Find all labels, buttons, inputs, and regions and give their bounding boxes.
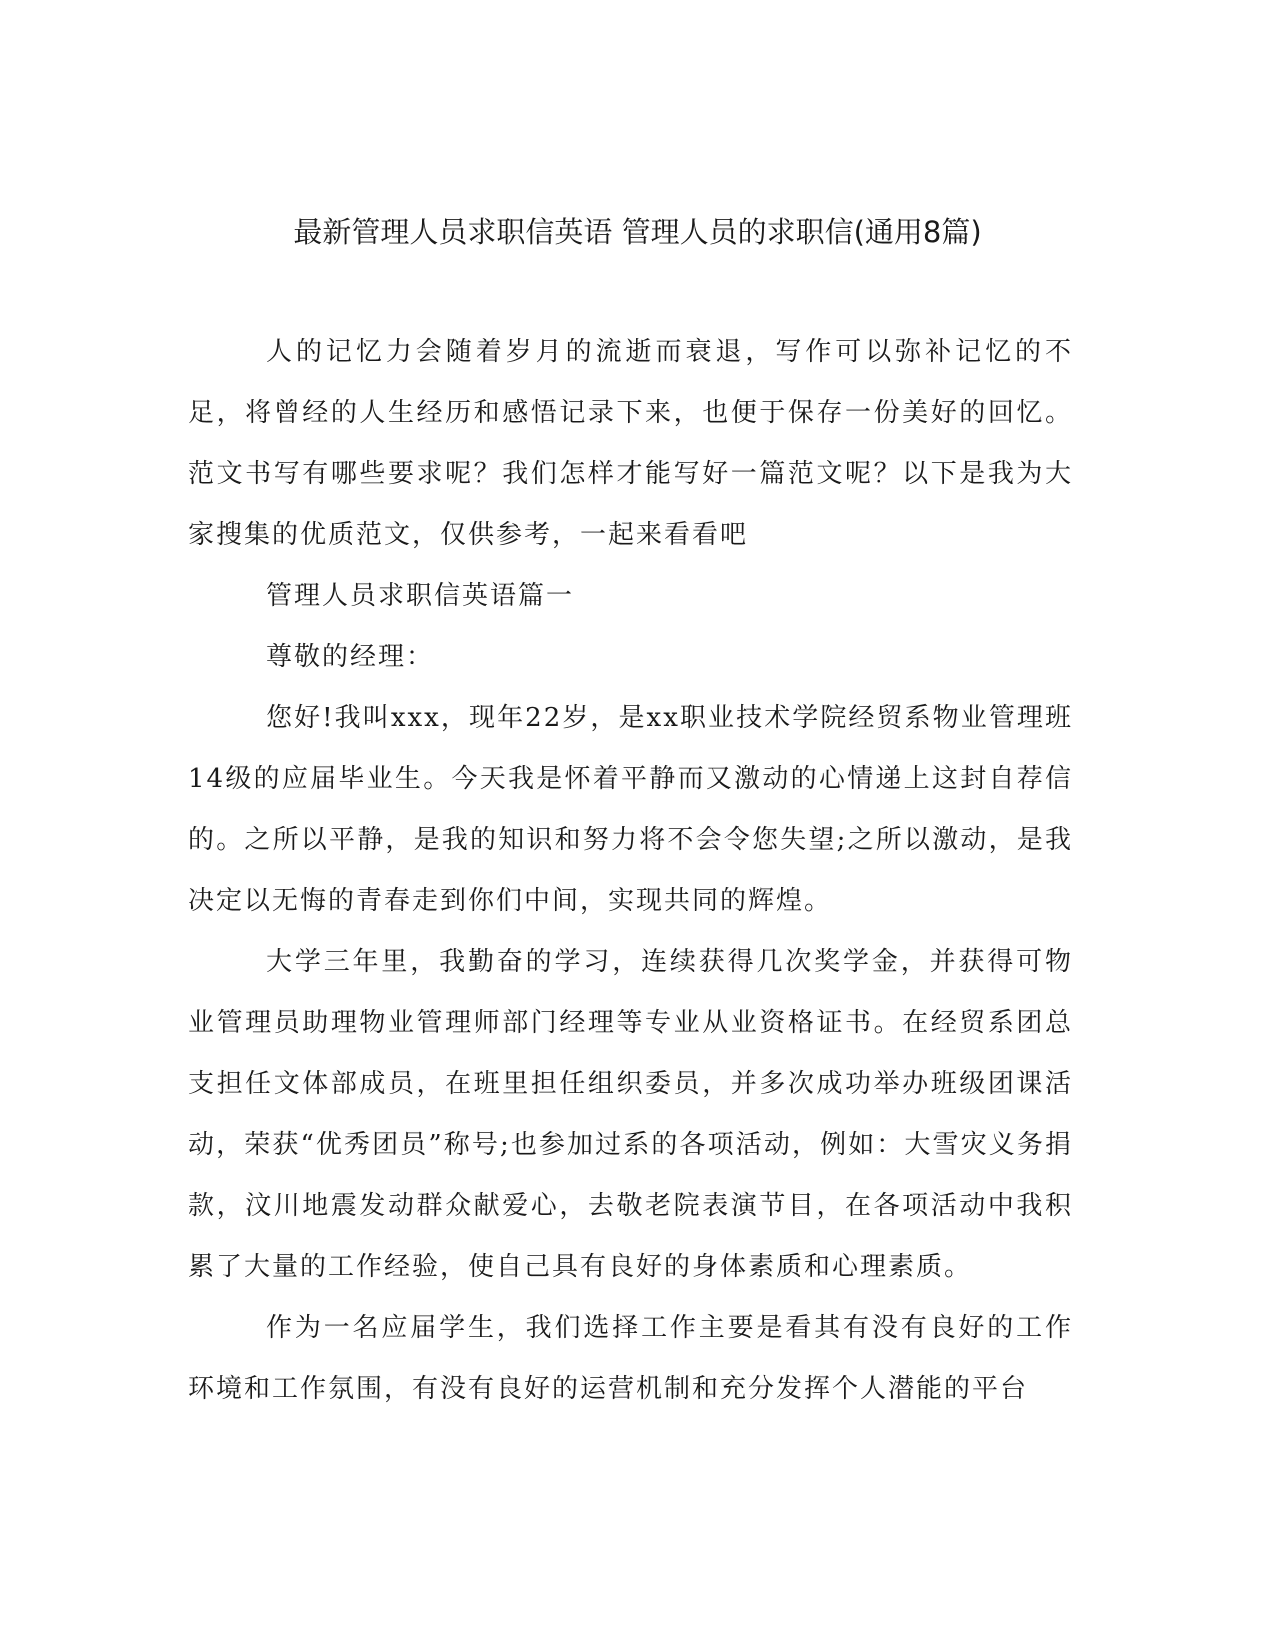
intro-paragraph: 人的记忆力会随着岁月的流逝而衰退，写作可以弥补记忆的不足，将曾经的人生经历和感悟记录下来，也便于保存一份美好的回忆。范文书写有哪些要求呢？我们怎样才能写好一篇范文呢？以下是我为大家搜集的优质范文，仅供参考，一起来看看吧 [188, 337, 1073, 550]
document-title: 最新管理人员求职信英语 管理人员的求职信(通用8篇) [293, 215, 982, 249]
body-paragraph: 您好!我叫xxx，现年22岁，是xx职业技术学院经贸系物业管理班14级的应届毕业生。今天我是怀着平静而又激动的心情递上这封自荐信的。之所以平静，是我的知识和努力将不会令您失望;之所以激动，是我决定以无悔的青春走到你们中间，实现共同的辉煌。 [188, 703, 1073, 916]
body-paragraph: 作为一名应届学生，我们选择工作主要是看其有没有良好的工作环境和工作氛围，有没有良好的运营机制和充分发挥个人潜能的平台 [188, 1313, 1073, 1404]
document-body [188, 322, 1073, 1420]
section-heading: 管理人员求职信英语篇一 [266, 581, 575, 611]
salutation: 尊敬的经理： [266, 642, 435, 672]
body-paragraph: 大学三年里，我勤奋的学习，连续获得几次奖学金，并获得可物业管理员助理物业管理师部门经理等专业从业资格证书。在经贸系团总支担任文体部成员，在班里担任组织委员，并多次成功举办班级团课活动，荣获“优秀团员”称号;也参加过系的各项活动，例如：大雪灾义务捐款，汶川地震发动群众献爱心，去敬老院表演节目，在各项活动中我积累了大量的工作经验，使自己具有良好的身体素质和心理素质。 [188, 947, 1073, 1282]
